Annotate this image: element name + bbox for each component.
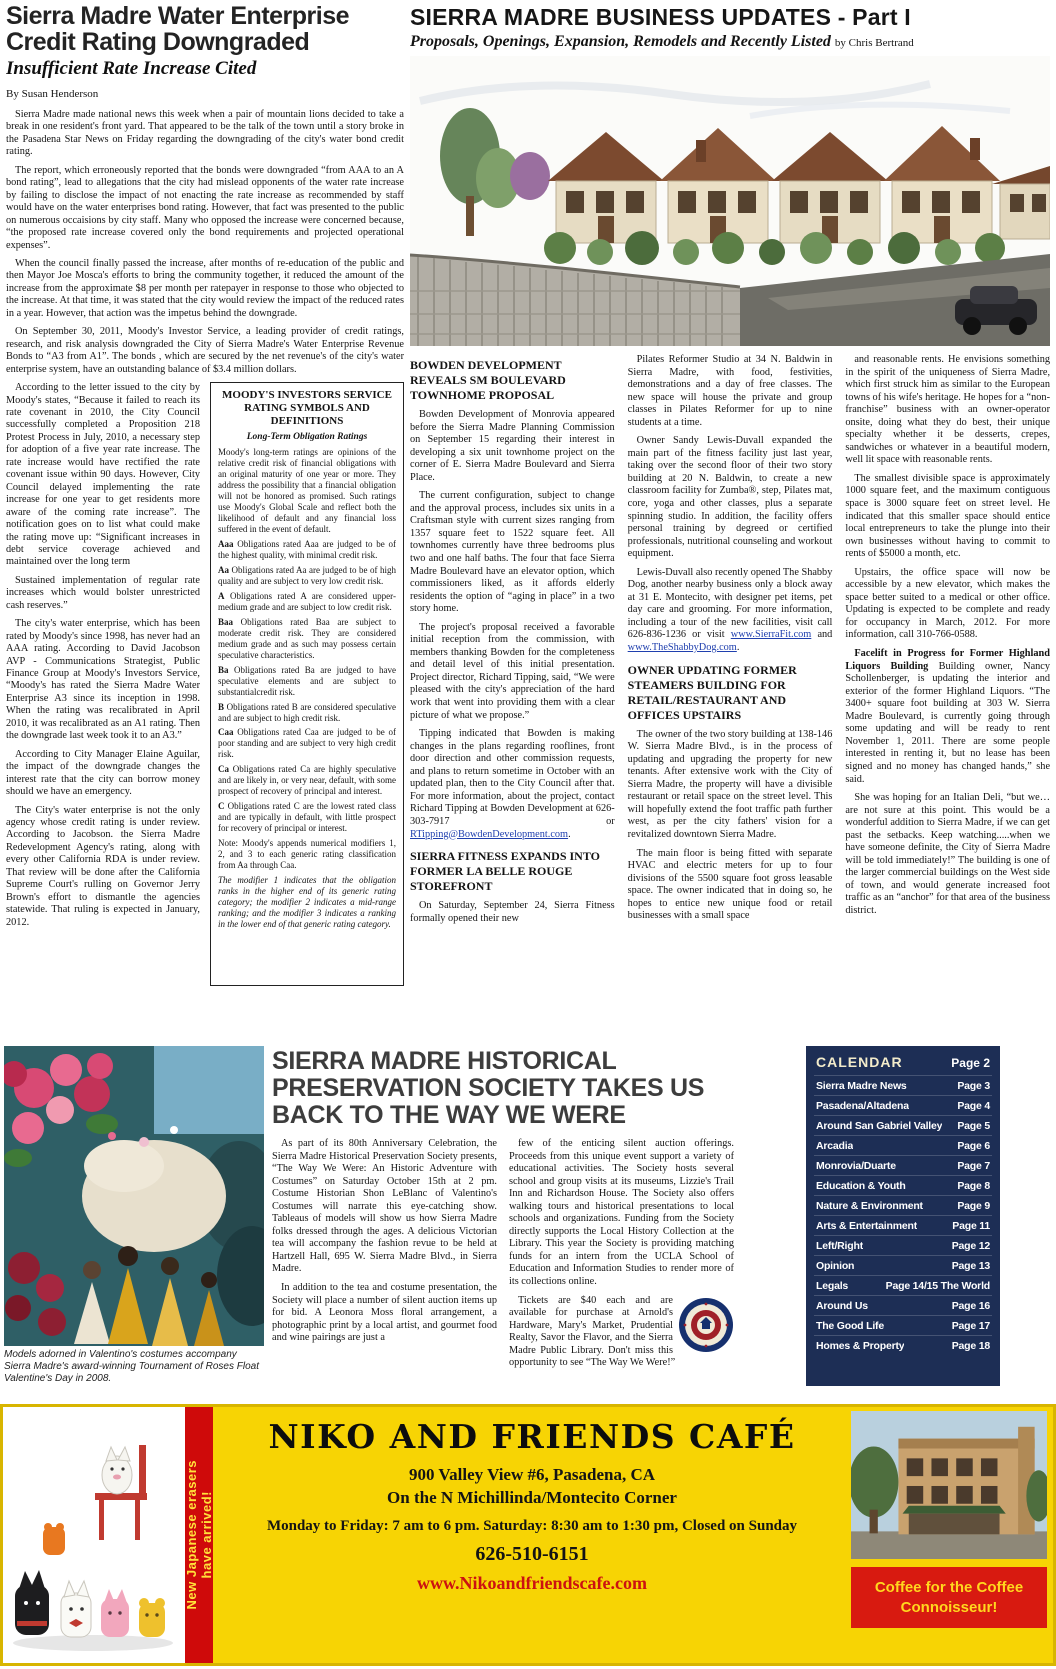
paragraph: few of the enticing silent auction offerings. Proceeds from this unique event support a variety of educational activities. The Society hosts several school and group visits at its museums, Lizzie's Trail Inn and Richardson House. The Society also offers walking tours and historical presentations to local schools and organizations. Funding from the Society directly supports the Local History Collection at the Library. This year the Society is providing matching funds for an intern from the UCLA School of Education and Information Studies to render more of its collections online. [509, 1138, 734, 1288]
cafe-location-note: On the N Michillinda/Montecito Corner [387, 1488, 677, 1507]
toc-row [814, 1215, 992, 1235]
toc-row [814, 1115, 992, 1135]
toc-row [814, 1075, 992, 1095]
business-column-3 [845, 354, 1050, 931]
email-link[interactable]: RTipping@BowdenDevelopment.com [410, 828, 569, 840]
toc-label: Pasadena/Altadena [816, 1099, 909, 1112]
moodys-rating-box [210, 382, 404, 986]
paragraph-text: . [568, 828, 571, 840]
toc-page: Page 5 [957, 1119, 990, 1132]
toc-label: Monrovia/Duarte [816, 1159, 896, 1172]
historical-columns [272, 1138, 734, 1376]
historical-section [272, 1048, 734, 1400]
paragraph: The project's proposal received a favorable initial reception from the commission, with members thanking Bowden for the completeness and detail level of this initial presentation. Project director, Richard Tipping, said, “We were pleased with the city's appreciation of the hard work that went into providing them with a clear picture of what we propose.” [410, 621, 615, 721]
preservation-society-seal [678, 1297, 734, 1353]
paragraph-text: Building owner, Nancy Schollenberger, is updating the interior and exterior of the former Highland Liquors. “The 3400+ square foot building at 303 W. Sierra Madre Boulevard, is currently going through some updating and will be ready to rent November 1, 2011. There are some people interested in renting it, but no lease has been signed and no money has changed hands,” she said. [845, 660, 1050, 785]
paragraph: Sustained implementation of regular rate increases which would bolster unrestricted cash reserves.” [6, 574, 200, 611]
cafe-advertisement [0, 1404, 1056, 1666]
business-columns [410, 354, 1050, 931]
calendar-header [814, 1051, 992, 1075]
business-updates-byline: by Chris Bertrand [834, 37, 914, 49]
moodys-box-note: Note: Moody's appends numerical modifiers 1, 2, and 3 to each generic rating classification from Aa through Caa. [218, 838, 396, 871]
paragraph: On Saturday, September 24, Sierra Fitness formally opened their new [410, 900, 615, 924]
paragraph [845, 648, 1050, 786]
toc-page: Page 3 [957, 1079, 990, 1092]
cafe-tagline: Coffee for the Coffee Connoisseur! [851, 1567, 1047, 1628]
toc-page: Page 9 [957, 1199, 990, 1212]
toc-page: Page 6 [957, 1139, 990, 1152]
water-article-title: Sierra Madre Water Enterprise Credit Rating Downgraded [6, 4, 350, 56]
toc-label: Around San Gabriel Valley [816, 1119, 943, 1132]
paragraph: Pilates Reformer Studio at 34 N. Baldwin in Sierra Madre, with food, festivities, demonstrations and a day of free classes. The new space will house the private and group classes in Pilates Reformer for up to nine students at a time. [627, 354, 833, 428]
toc-page: Page 18 [951, 1339, 990, 1352]
toc-row [814, 1155, 992, 1175]
rating-definition [218, 539, 396, 561]
rating-text: Obligations rated Ca are highly speculative and are likely in, or very near, default, with some prospect of recovery of principal and interest. [218, 764, 397, 797]
rating-definition [218, 617, 396, 661]
business-column-1 [410, 354, 615, 931]
paragraph: Sierra Madre made national news this week when a pair of mountain lions decided to take a break in one resident's front yard. That appeared to be the talk of the town until a story broke in the Pasadena Star News on Friday regarding the downgrading of the city's water bond credit rating. [6, 109, 404, 158]
rating-code: Ba [218, 664, 229, 675]
rating-text: Obligations rated Aa are judged to be of high quality and are subject to very low credit risk. [218, 564, 397, 586]
rating-code: Aaa [218, 538, 234, 549]
rating-code: B [218, 701, 225, 712]
cafe-building-photo [851, 1411, 1047, 1559]
toc-page: Page 17 [951, 1319, 990, 1332]
paragraph-text: Lewis-Duvall also recently opened The Shabby Dog, another nearby business only a block away at 31 E. Montecito, with designer pet items, pet day care and grooming. For more information, including a tour of the new facilities, visit call 626-836-1236 or visit [627, 566, 833, 641]
toc-page: Page 14/15 The World [885, 1279, 990, 1292]
paragraph: According to the letter issued to the city by Moody's states, “Because it failed to reach its rate covenant in 2010, the City Council successfully completed a Proposition 218 Protest Process in July, 2010, a necessary step for adoption of a five year rate increase. The rate increase would have rectified the rate covenant issue within 90 days. However, City Council delayed implementing the rate increase for one year to get residents more aware of the coming rate increase”. The notification goes on to list what could make the rating move up: “Significant increases in debt service coverage achieved and maintained over the long term [6, 382, 200, 568]
paragraph-text: Tipping indicated that Bowden is making changes in the plans regarding rooflines, front door direction and other commission requests, and plans to return sometime in October with an updated plan, then to the City Council after that. For more information, about the project, contact Richard Tipping at Bowden Development at 626-303-7917 or [410, 728, 615, 827]
rating-code: Aa [218, 564, 229, 575]
article-heading: SIERRA FITNESS EXPANDS INTO FORMER LA BELLE ROUGE STOREFRONT [410, 849, 600, 894]
cafe-address: 900 Valley View #6, Pasadena, CA [408, 1465, 656, 1484]
paragraph: Owner Sandy Lewis-Duvall expanded the main part of the fitness facility just last year, taking over the second floor of their two story building at 20 N. Baldwin, to create a new classroom facility for Zumba®, step, Pilates mat, core, yoga and other classes, plus a separate spinning studio. In addition, the facility offers personal training by degreed or certified professionals, nutritional counseling and workout equipment. [627, 435, 833, 560]
cafe-website-link[interactable]: www.Nikoandfriendscafe.com [417, 1573, 647, 1593]
toc-label: Around Us [816, 1299, 868, 1312]
toc-row [814, 1175, 992, 1195]
paragraph: The owner of the two story building at 138-146 W. Sierra Madre Blvd., is in the process of updating and upgrading the property for new tenants. After extensive work with the City of Sierra Madre, the property will have a divisible restaurant or retail space on the street level. This will hopefully extend the foot traffic path further west, as per the city fathers' vision for a revitalized downtown Sierra Madre. [627, 728, 833, 840]
business-updates-section [410, 4, 1050, 1042]
toc-row [814, 1295, 992, 1315]
paragraph [628, 567, 833, 655]
cafe-name: NIKO AND FRIENDS CAFÉ [268, 1417, 796, 1456]
rating-text: Obligations rated B are considered speculative and are subject to high credit risk. [218, 701, 396, 723]
toc-label: Sierra Madre News [816, 1079, 907, 1092]
paragraph: The report, which erroneously reported that the bonds were downgraded “from AAA to an A bond rating”, lead to allegations that the city had mislead opponents of the water rate increase by failing to disclose the impact of not enacting the rate increase as recommended by staff would have on the water enterprises bond rating. However, that fact was presented to the public on numerous occaisions by city staff. Many who opposed the increase were concerned because, “the proposed rate increase covered only the bond requirements and projected operational expenses”. [6, 164, 404, 251]
rating-text: Obligations rated A are considered upper-medium grade and are subject to low credit risk. [218, 590, 396, 612]
toc-row [814, 1335, 992, 1355]
toc-page: Page 4 [957, 1099, 990, 1112]
business-updates-title: SIERRA MADRE BUSINESS UPDATES - Part I [410, 4, 911, 30]
toc-label: Left/Right [816, 1239, 863, 1252]
rating-text: Obligations rated C are the lowest rated class and are typically in default, with little prospect for recovery of principal or interest. [218, 801, 397, 834]
paragraph: On September 30, 2011, Moody's Investor Service, a leading provider of credit ratings, research, and risk analysis downgraded the City of Sierra Madre's Water Enterprise Revenue Bonds to “A3 from A1”. The bonds , which are secured by the net revenue's of the city's water enterprise system, have an outstanding balance of $3.4 million dollars. [6, 326, 404, 375]
calendar-toc [806, 1046, 1000, 1386]
toc-page: Page 12 [951, 1239, 990, 1252]
rating-code: C [218, 801, 225, 812]
subtitle-text: Proposals, Openings, Expansion, Remodels and Recently Listed [410, 33, 831, 50]
water-article-byline: By Susan Henderson [6, 88, 99, 100]
rating-text: Obligations rated Caa are judged to be of poor standing and are subject to very high credit risk. [218, 727, 397, 760]
historical-column-2 [509, 1138, 734, 1376]
toc-label: Homes & Property [816, 1339, 905, 1352]
moodys-box-modifier-note: The modifier 1 indicates that the obligation ranks in the higher end of its generic rating category; the modifier 2 indicates a mid-range ranking; and the modifier 3 indicates a ranking in the lower end of that generic rating category. [218, 875, 396, 929]
paragraph: Bowden Development of Monrovia appeared before the Sierra Madre Planning Commission on September 15 regarding their interest in developing a six unit townhome project on the corner of E. Sierra Madre Boulevard and Sierra Place. [410, 409, 615, 483]
toc-label: Education & Youth [816, 1179, 906, 1192]
calendar-title: CALENDAR [816, 1054, 903, 1070]
banner-text-line: New Japanese erasers [184, 1460, 199, 1610]
rating-definition [218, 665, 396, 698]
paragraph: In addition to the tea and costume presentation, the Society will place a number of silent auction items up for bid. A Leonora Moss floral arrangement, a photographic print by a local artist, and gourmet food and wine pairings are just a [272, 1282, 497, 1344]
cafe-hours: Monday to Friday: 7 am to 6 pm. Saturday: 8:30 am to 1:30 pm, Closed on Sunday [266, 1518, 798, 1534]
paragraph: She was hoping for an Italian Deli, “but we… are not sure at this point. This would be a wonderful addition to Sierra Madre, if we can get past the setbacks. Keep watching.....when we have someone definite, the City of Sierra Madre will be told immediately!” The building is one of the larger commercial buildings on the West side of town, and would generate increased foot traffic as an “anchor” for that area of the business district. [845, 792, 1050, 916]
toc-page: Page 11 [952, 1219, 990, 1232]
rose-float-photo [4, 1046, 264, 1386]
moodys-box-intro: Moody's long-term ratings are opinions of the relative credit risk of financial obligations with an original maturity of one year or more. They address the possibility that a financial obligation will not be honored as promised. Such ratings use Moody's Global Scale and reflect both the likelihood of default and any financial loss suffered in the event of default. [218, 447, 396, 534]
sierrafit-link[interactable]: www.SierraFit.com [730, 629, 812, 641]
toc-row [814, 1195, 992, 1215]
paragraph: The current configuration, subject to change and the approval process, includes six units in a Craftsman style with current sizes ranging from 1357 square feet to 1522 square feet. All townhomes currently have three bedrooms plus two and one half baths. The four that face Sierra Madre Boulevard have an elevator option, which commissioners liked, as it affords elderly residents the option of “aging in place” in a two story home. [410, 490, 615, 615]
rating-text: Obligations rated Aaa are judged to be of the highest quality, with minimal credit risk. [218, 538, 397, 560]
cafe-ad-body [213, 1407, 851, 1663]
paragraph: The city's water enterprise, which has been rated by Moody's since 1998, has never had an AAA rating. According to David Jacobson AVP - Communications Strategist, Public Finance Group at Moody's Investors Service, “Moody's has rated the Sierra Madre Water Enterprise A3 since its inception in 1998. When the rating was recalibrated in April 2010, it was recalibrated as an A1 rating. Then the downgrade last week took it to an A3.” [6, 618, 200, 742]
paragraph: The main floor is being fitted with separate HVAC and electric meters for up to four divisions of the 5500 square foot gross leasable space. The owner indicated that in doing so, he hopes to entice new unique food or retail businesses with a small space [627, 847, 833, 922]
paragraph [410, 728, 615, 841]
toc-row [814, 1255, 992, 1275]
water-article-left-column [6, 382, 200, 935]
water-article-columns [6, 382, 404, 986]
historical-column-1 [272, 1138, 497, 1376]
paragraph-text: . [736, 642, 740, 654]
paragraph-text: and [811, 629, 833, 641]
toc-label: Opinion [816, 1259, 855, 1272]
photo-caption: Models adorned in Valentino's costumes accompany Sierra Madre's award-winning Tournament of Roses Float Valentine's Day in 2008. [4, 1349, 259, 1385]
toc-label: Nature & Environment [816, 1199, 923, 1212]
article-heading: BOWDEN DEVELOPMENT REVEALS SM BOULEVARD TOWNHOME PROPOSAL [410, 358, 566, 402]
water-article-intro [6, 109, 404, 376]
townhome-rendering-image [410, 56, 1050, 346]
paragraph: According to City Manager Elaine Aguilar, the impact of the downgrade changes the interest rate that the city can borrow money should we have an emergency. [6, 748, 200, 798]
banner-text-line: have arrived! [199, 1491, 214, 1579]
toc-row [814, 1315, 992, 1335]
rating-text: Obligations rated Ba are judged to have speculative elements and are subject to substantialcredit risk. [218, 664, 396, 697]
paragraph: When the council finally passed the increase, after months of re-education of the public and then Mayor Joe Mosca's efforts to bring the community together, it reduced the amount of the increase from the approximate $8 per month per ratepayer in response to those who objected to the increase. At that time, it was stated that the city would review the impact of the reduced rates in a year. However, that action was the impetus behind the downgrade. [6, 257, 404, 319]
rating-code: A [218, 590, 225, 601]
water-article-subtitle: Insufficient Rate Increase Cited [6, 58, 257, 79]
toc-row [814, 1095, 992, 1115]
toc-row [814, 1235, 992, 1255]
toc-row [814, 1275, 992, 1295]
paragraph: The City's water enterprise is not the only agency whose credit rating is under review. According to Jacobson. the Sierra Madre Redevelopment Agency's rating, along with every other California RDA is under review. That review will be done after the California Supreme Court's rulling on Governor Jerry Brown's effort to dismantle the agencies statewide. That ruling is expected in January, 2012. [6, 804, 200, 928]
historical-title: SIERRA MADRE HISTORICAL PRESERVATION SOCIETY TAKES US BACK TO THE WAY WE WERE [272, 1048, 705, 1129]
rating-definition [218, 565, 396, 587]
rating-definition [218, 591, 396, 613]
toc-page: Page 7 [957, 1159, 990, 1172]
toc-label: Arts & Entertainment [816, 1219, 918, 1232]
rating-code: Caa [218, 727, 234, 738]
cafe-phone: 626-510-6151 [475, 1543, 589, 1565]
shabbydog-link[interactable]: www.TheShabbyDog.com [627, 642, 737, 654]
rating-text: Obligations rated Baa are subject to moderate credit risk. They are considered medium grade and as such may possess certain speculative characteristics. [218, 616, 396, 660]
article-heading: OWNER UPDATING FORMER STEAMERS BUILDING FOR RETAIL/RESTAURANT AND OFFICES UPSTAIRS [627, 662, 797, 722]
rating-definition [218, 702, 396, 724]
toc-label: Arcadia [816, 1139, 854, 1152]
calendar-page: Page 2 [951, 1056, 990, 1070]
runin-heading: Facelift in Progress for Former Highland Liquors Building [845, 648, 1050, 672]
toc-page: Page 16 [951, 1299, 990, 1312]
rating-definition [218, 764, 396, 797]
paragraph: The smallest divisible space is approximately 1000 square feet, and the maximum contiguous space is 3000 square feet on street level. He indicated that this smaller space should entice local entrepreneurs to take the plunge into their own businesses without having to commit to rents of $5000 a month, etc. [845, 472, 1050, 560]
toc-page: Page 8 [957, 1179, 990, 1192]
paragraph: Upstairs, the office space will now be accessible by a new elevator, which makes the space better suited to a medical or other office. Updating is expected to be complete and ready for occupancy in March, 2012. For more information, call 310-766-0588. [845, 566, 1050, 641]
water-article [6, 4, 404, 1044]
business-column-2 [628, 354, 833, 931]
business-updates-subtitle [410, 33, 1050, 51]
cafe-ad-right [851, 1407, 1053, 1663]
erasers-photo [3, 1407, 185, 1663]
rating-code: Baa [218, 616, 234, 627]
paragraph: Tickets are $40 each and are available for purchase at Arnold's Hardware, Mary's Market, Prudential Realty, Savor the Flavor, and the Sierra Madre Public Library. Don't miss this opportunity to see “The Way We Were!” [509, 1294, 676, 1369]
rating-definition [218, 801, 396, 834]
moodys-box-subtitle: Long-Term Obligation Ratings [246, 431, 368, 442]
erasers-banner [185, 1407, 213, 1663]
rating-code: Ca [218, 764, 229, 775]
toc-page: Page 13 [951, 1259, 990, 1272]
moodys-box-title: MOODY'S INVESTORS SERVICE RATING SYMBOLS AND DEFINITIONS [222, 389, 392, 428]
paragraph: and reasonable rents. He envisions something in the spirit of the uniqueness of Sierra Madre, which first struck him as similar to the European towns of his wife's heritage. He hopes for a “non-franchise” business with an owner-operator onsite, doing what they do best, their unique specialty whether it be desserts, crepes, sandwiches or whatever in a beautiful modern, well lit space with reasonable rents. [845, 354, 1050, 466]
paragraph: As part of its 80th Anniversary Celebration, the Sierra Madre Historical Preservation Society presents, “The Way We Were: An Historic Adventure with Costumes” on Saturday October 15th at 2 pm. Costume Historian Shon LeBlanc of Valentino's Costumes will narrate this eye-catching show. Tableaus of models will show us how Sierra Madre folks dressed through the ages. A delicious Victorian tea will accompany the fashion revue to be held at Hartzell Hall, 695 W. Sierra Madre Blvd., in Sierra Madre. [272, 1138, 497, 1275]
toc-label: The Good Life [816, 1319, 884, 1332]
toc-label: Legals [816, 1279, 849, 1292]
toc-row [814, 1135, 992, 1155]
rating-definition [218, 727, 396, 760]
